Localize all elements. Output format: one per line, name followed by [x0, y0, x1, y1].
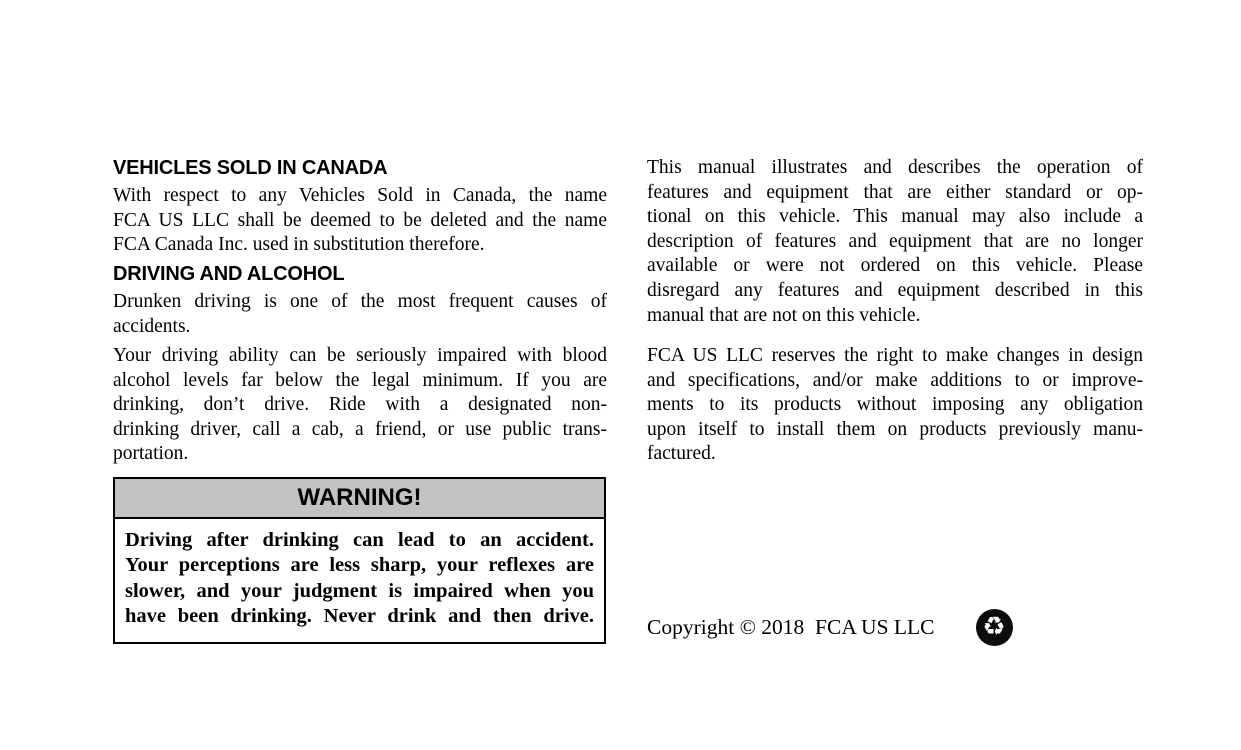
text-line: accidents. [113, 315, 191, 337]
text-line: ments to its products without imposing any obligation [647, 394, 1143, 416]
paragraph-manual-illustrates [647, 156, 1143, 328]
recycle-icon-glyph: ♻ [982, 612, 1006, 642]
text-line: With respect to any Vehicles Sold in Canada, the name [113, 185, 607, 206]
text-line: available or were not ordered on this vehicle. Please [647, 255, 1143, 277]
text-line: and specifications, and/or make additions to or improve- [647, 369, 1143, 391]
section-heading-vehicles-sold-in-canada: VEHICLES SOLD IN CANADA [113, 157, 388, 179]
copyright-row [647, 606, 1143, 648]
text-line: FCA US LLC shall be deemed to be deleted and the name [113, 209, 607, 231]
warning-title: WARNING! [297, 484, 422, 511]
text-line: features and equipment that are either standard or op- [647, 181, 1143, 203]
warning-box-header [115, 479, 604, 519]
text-line: FCA US LLC reserves the right to make changes in design [647, 345, 1143, 366]
section-heading-driving-and-alcohol: DRIVING AND ALCOHOL [113, 263, 345, 285]
paragraph-driving-ability [113, 344, 607, 467]
text-line: have been drinking. Never drink and then drive. [125, 605, 594, 628]
paragraph-reserves-right [647, 344, 1143, 467]
text-line: portation. [113, 443, 189, 465]
text-line: alcohol levels far below the legal minimum. If you are [113, 369, 607, 391]
text-line: Your driving ability can be seriously impaired with blood [113, 345, 607, 366]
text-line: drinking driver, call a cab, a friend, or use public trans- [113, 418, 607, 440]
text-line: slower, and your judgment is impaired when you [125, 579, 594, 602]
warning-box-body [115, 519, 604, 642]
text-line: manual that are not on this vehicle. [647, 304, 921, 326]
text-line: factured. [647, 443, 716, 465]
text-line: FCA Canada Inc. used in substitution therefore. [113, 234, 485, 256]
recycle-icon [976, 609, 1013, 646]
text-line: Driving after drinking can lead to an accident. [125, 529, 594, 551]
text-line: This manual illustrates and describes the operation of [647, 157, 1143, 178]
warning-box [113, 477, 606, 644]
text-line: Drunken driving is one of the most frequent causes of [113, 291, 607, 312]
text-line: disregard any features and equipment described in this [647, 279, 1143, 301]
paragraph-canada-substitution [113, 184, 607, 258]
paragraph-drunken-driving [113, 290, 607, 339]
text-line: upon itself to install them on products previously manu- [647, 418, 1143, 440]
text-line: drinking, don’t drive. Ride with a designated non- [113, 394, 607, 416]
text-line: Your perceptions are less sharp, your reflexes are [125, 554, 594, 577]
text-line: description of features and equipment that are no longer [647, 230, 1143, 252]
copyright-text: Copyright © 2018 FCA US LLC [647, 614, 935, 639]
text-line: tional on this vehicle. This manual may also include a [647, 206, 1143, 228]
